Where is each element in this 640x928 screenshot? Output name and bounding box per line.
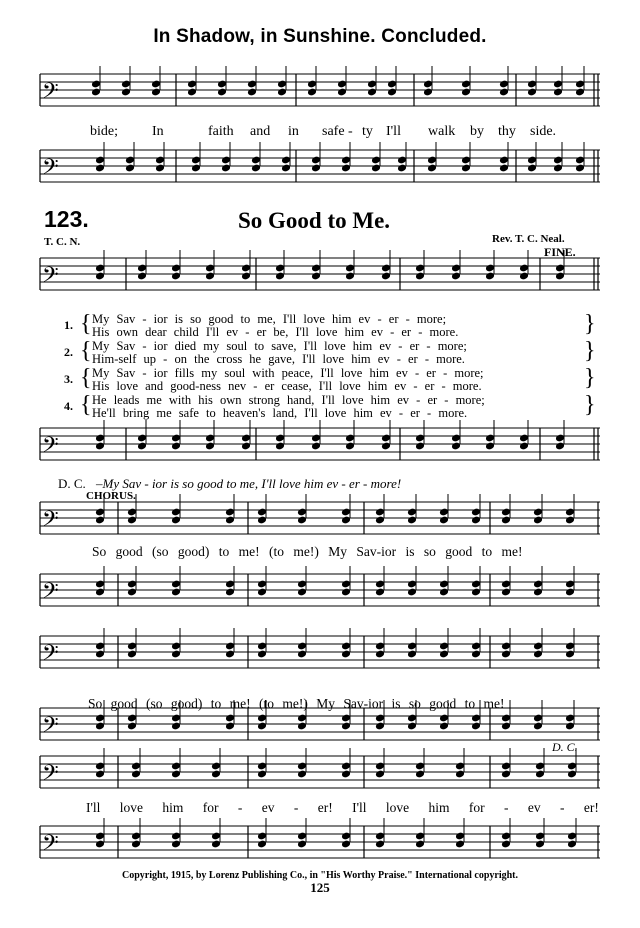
lyricist-credit: Rev. T. C. Neal.: [492, 233, 565, 245]
verse-line: He leads me with his own strong hand, I'll love him ev - er - more;: [92, 393, 485, 407]
undefined-clef-icon: 𝄢: [42, 507, 59, 537]
lyric-word: in: [288, 124, 299, 139]
verse-line: He'll bring me safe to heaven's land, I'll love him ev - er - more.: [92, 406, 468, 420]
undefined-clef-icon: 𝄢: [42, 263, 59, 293]
lyric-word: and: [250, 124, 271, 139]
chorus-label: CHORUS.: [86, 490, 136, 502]
verse-number: 3.: [64, 372, 73, 386]
section-title: In Shadow, in Sunshine. Concluded.: [153, 26, 487, 47]
lyric-word: safe: [322, 124, 345, 139]
verse-line: His own dear child I'll ev - er be, I'll love him ev - er - more.: [92, 325, 459, 339]
verse-brace: }: [584, 392, 596, 418]
undefined-clef-icon: 𝄢: [42, 641, 59, 671]
lyric-word: bide;: [90, 124, 118, 139]
page-number: 125: [310, 880, 330, 895]
undefined-clef-icon: 𝄢: [42, 155, 59, 185]
verse-line: My Sav - ior is so good to me, I'll love him ev - er - more;: [92, 312, 447, 326]
verse-line: His love and good-ness nev - er cease, I'll love him ev - er - more.: [92, 379, 482, 393]
verse-brace: }: [584, 311, 596, 337]
dc-label: D. C.: [58, 476, 86, 491]
lyric-word: -: [348, 124, 353, 139]
composer-initials: T. C. N.: [44, 236, 81, 248]
verse-line: My Sav - ior died my soul to save, I'll love him ev - er - more;: [92, 339, 467, 353]
hymn-title: So Good to Me.: [238, 208, 391, 233]
chorus-lyric-3: I'll love him for - ev - er! I'll love him for - ev - er!: [86, 800, 599, 815]
verse-number: 2.: [64, 345, 73, 359]
verse-brace: {: [80, 338, 92, 364]
undefined-clef-icon: 𝄢: [42, 579, 59, 609]
lyric-word: In: [152, 124, 164, 139]
lyric-word: side.: [530, 124, 557, 139]
undefined-clef-icon: 𝄢: [42, 761, 59, 791]
lyric-word: I'll: [386, 124, 401, 139]
copyright-notice: Copyright, 1915, by Lorenz Publishing Co., in "His Worthy Praise." International copyright.: [121, 870, 519, 881]
verse-number: 4.: [64, 399, 73, 413]
undefined-clef-icon: 𝄢: [42, 79, 59, 109]
verse-brace: {: [80, 392, 92, 418]
verse-line: My Sav - ior fills my soul with peace, I'll love him ev - er - more;: [92, 366, 484, 380]
hymn-number: 123.: [44, 206, 89, 232]
verse-line: Him-self up - on the cross he gave, I'll love him ev - er - more.: [92, 352, 465, 366]
verse-brace: {: [80, 311, 92, 337]
dc-marking: D. C.: [552, 740, 578, 754]
fine-marking: FINE.: [544, 245, 576, 259]
dc-lyric: –My Sav - ior is so good to me, I'll love him ev - er - more!: [96, 476, 402, 491]
verse-brace: }: [584, 338, 596, 364]
lyric-word: walk: [428, 124, 456, 139]
lyric-word: thy: [498, 124, 516, 139]
verse-brace: {: [80, 365, 92, 391]
undefined-clef-icon: 𝄢: [42, 713, 59, 743]
verse-brace: }: [584, 365, 596, 391]
verse-number: 1.: [64, 318, 73, 332]
chorus-lyric-1: So good (so good) to me! (to me!) My Sav-ior is so good to me!: [92, 544, 523, 559]
lyric-word: ty: [362, 124, 373, 139]
undefined-clef-icon: 𝄢: [42, 831, 59, 861]
lyric-word: faith: [208, 124, 234, 139]
chorus-lyric-2: So good (so good) to me! (to me!) My Sav-ior is so good to me!: [88, 696, 505, 711]
undefined-clef-icon: 𝄢: [42, 433, 59, 463]
lyric-word: by: [470, 124, 484, 139]
